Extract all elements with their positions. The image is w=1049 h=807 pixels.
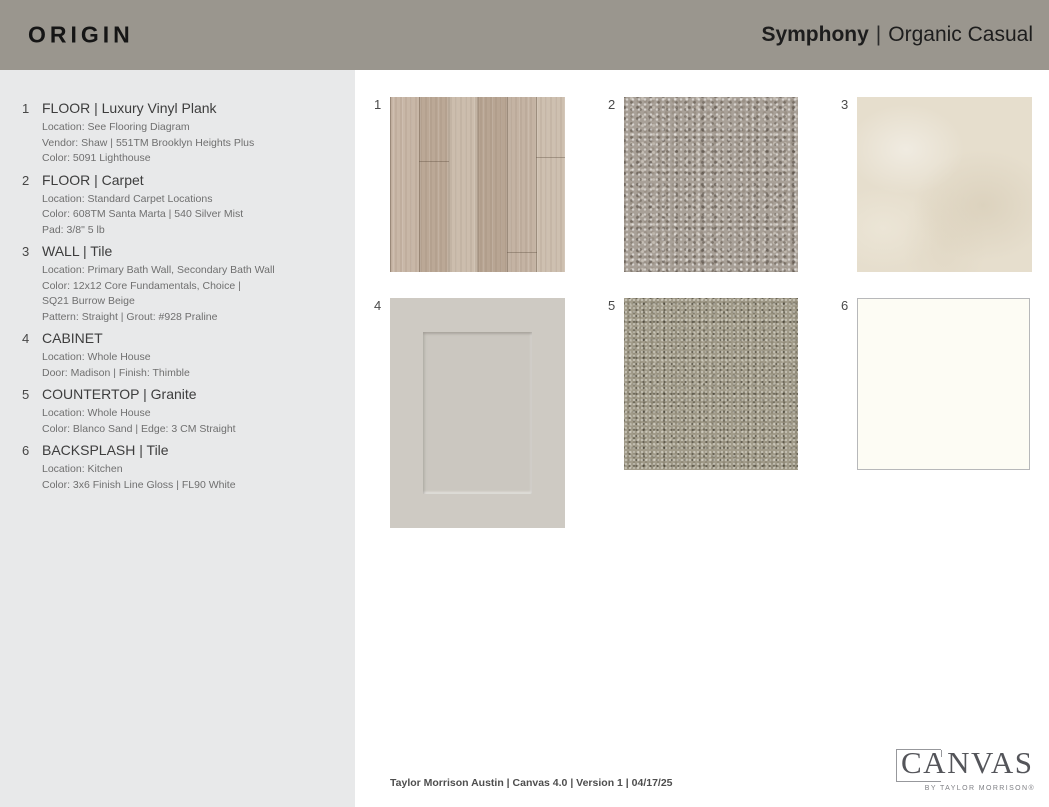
spec-detail: Color: 3x6 Finish Line Gloss | FL90 White [42,478,236,491]
swatch-number: 5 [608,298,616,313]
swatch-granite [624,298,798,470]
swatch-number: 3 [841,97,849,112]
spec-item-countertop [22,385,337,437]
spec-detail: Pattern: Straight | Grout: #928 Praline [42,310,218,323]
spec-body [42,441,337,493]
swatch-backsplash-tile [857,298,1030,470]
spec-detail: Location: See Flooring Diagram [42,121,190,133]
spec-title: FLOOR | Luxury Vinyl Plank [42,100,217,116]
spec-detail: Vendor: Shaw | 551TM Brooklyn Heights Plus [42,136,255,149]
spec-body [42,329,337,381]
collection-title [761,23,1033,47]
spec-body [42,171,337,239]
spec-number: 4 [22,331,30,346]
spec-item-floor-carpet [22,171,337,239]
spec-list [0,70,355,807]
header-bar [0,0,1049,70]
spec-number: 3 [22,244,30,259]
collection-name: Symphony [761,23,869,46]
swatch-cabinet-door [390,298,565,528]
spec-detail: Color: 608TM Santa Marta | 540 Silver Mist [42,208,244,220]
spec-item-floor-lvp [22,99,337,167]
swatch-group-wall-tile [841,97,1032,272]
collection-separator: | [875,23,882,46]
spec-body [42,99,337,167]
spec-detail: Color: 5091 Lighthouse [42,152,151,164]
canvas-logo-tagline: BY TAYLOR MORRISON® [924,785,1035,792]
spec-title: FLOOR | Carpet [42,171,144,188]
brand-title: ORIGIN [28,21,134,48]
swatch-number: 6 [841,298,849,313]
swatch-number: 1 [374,97,382,112]
swatch-luxury-vinyl-plank [390,97,565,272]
spec-detail: Pad: 3/8" 5 lb [42,223,105,236]
swatch-carpet [624,97,798,272]
spec-number: 2 [22,172,30,188]
collection-style: Organic Casual [888,23,1033,46]
canvas-logo [894,743,1036,797]
swatch-number: 4 [374,298,382,313]
swatch-group-backsplash [841,298,1030,470]
spec-detail: Location: Kitchen [42,463,123,475]
spec-detail: Color: 12x12 Core Fundamentals, Choice | [42,279,241,292]
spec-body [42,242,337,325]
spec-item-cabinet [22,329,337,381]
spec-title: CABINET [42,330,103,346]
spec-detail: Color: Blanco Sand | Edge: 3 CM Straight [42,422,236,435]
spec-detail: SQ21 Burrow Beige [42,295,135,307]
plank-seam [419,161,449,162]
cabinet-recessed-panel [423,332,532,494]
swatch-group-lvp [374,97,565,272]
spec-detail: Location: Whole House [42,351,151,363]
spec-detail: Location: Standard Carpet Locations [42,192,213,205]
spec-detail: Location: Primary Bath Wall, Secondary Bath Wall [42,264,275,276]
spec-detail: Door: Madison | Finish: Thimble [42,366,190,379]
spec-detail: Location: Whole House [42,407,151,419]
swatch-group-carpet [608,97,798,272]
spec-item-wall-tile [22,242,337,325]
spec-title: COUNTERTOP | Granite [42,386,197,402]
spec-number: 1 [22,101,30,116]
canvas-logo-text: CANVAS [901,745,1034,780]
plank-seam [507,252,537,253]
footer-document-info: Taylor Morrison Austin | Canvas 4.0 | Version 1 | 04/17/25 [390,777,673,789]
swatch-number: 2 [608,97,616,112]
plank-seam [536,157,565,158]
spec-title: BACKSPLASH | Tile [42,442,169,458]
spec-item-backsplash [22,441,337,493]
swatch-wall-tile [857,97,1032,272]
swatch-group-granite [608,298,798,470]
spec-body [42,385,337,437]
spec-number: 5 [22,387,30,402]
spec-number: 6 [22,443,30,458]
spec-title: WALL | Tile [42,243,113,259]
swatch-group-cabinet [374,298,565,528]
